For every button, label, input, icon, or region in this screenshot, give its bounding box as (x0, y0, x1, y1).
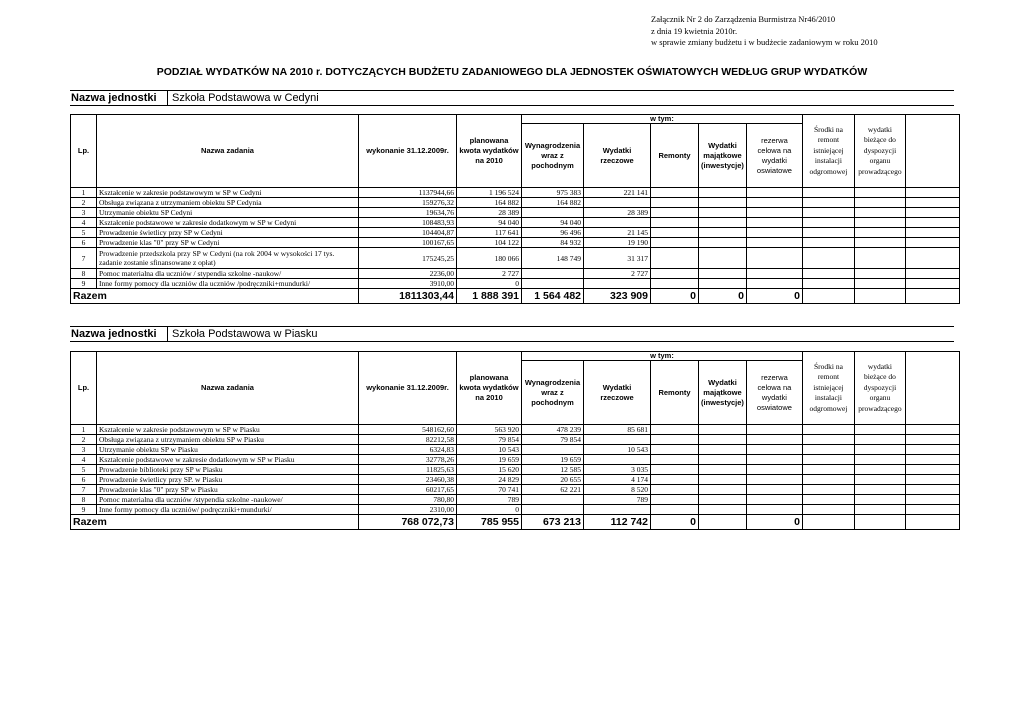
table-row (71, 485, 960, 495)
row-cell-rz: 789 (584, 495, 651, 505)
row-cell-plan: 180 066 (457, 248, 522, 269)
row-cell-wyn: 148 749 (522, 248, 584, 269)
total-label: Razem (71, 515, 359, 530)
row-cell-rez (746, 435, 802, 445)
row-cell-rz (584, 505, 651, 515)
row-task-name: Prowadzenie świetlicy przy SP. w Piasku (97, 475, 359, 485)
row-cell-rz: 31 317 (584, 248, 651, 269)
row-lp: 5 (71, 228, 97, 238)
row-task-name: Kształcenie podstawowe w zakresie dodatkowym w SP w Piasku (97, 455, 359, 465)
row-cell-rem (651, 495, 699, 505)
row-cell-bz (854, 208, 905, 218)
row-cell-bz (854, 218, 905, 228)
col-header-empty (905, 115, 959, 188)
row-cell-wyk: 548162,60 (359, 425, 457, 435)
col-header-rzeczowe: Wydatki rzeczowe (584, 361, 651, 425)
row-task-name: Kształcenie podstawowe w zakresie dodatkowym w SP w Cedyni (97, 218, 359, 228)
row-cell-rez (746, 208, 802, 218)
col-header-rezerwa: rezerwa celowa na wydatki oswiatowe (746, 124, 802, 188)
table-row (71, 248, 960, 269)
row-cell-empty (905, 279, 959, 289)
row-cell-wyn: 164 882 (522, 198, 584, 208)
row-task-name: Pomoc materialna dla uczniów /stypendia szkolne -naukowe/ (97, 495, 359, 505)
row-task-name: Prowadzenie przedszkola przy SP w Cedyni (na rok 2004 w wysokości 17 tys. zadanie zostanie sfinansowane z opłat) (97, 248, 359, 269)
row-cell-rez (746, 248, 802, 269)
row-cell-wyn: 96 496 (522, 228, 584, 238)
row-cell-rez (746, 425, 802, 435)
header-line: z dnia 19 kwietnia 2010r. (651, 25, 738, 36)
row-task-name: Obsługa związana z utrzymaniem obiektu SP w Piasku (97, 435, 359, 445)
col-header-srodki: Środki na remont istniejącej instalacji odgromowej (802, 115, 854, 188)
row-cell-rez (746, 475, 802, 485)
row-cell-bz (854, 238, 905, 248)
row-lp: 9 (71, 505, 97, 515)
total-cell-plan: 1 888 391 (457, 289, 522, 304)
row-cell-maj (699, 198, 747, 208)
col-header-w-tym: w tym: (522, 352, 803, 361)
total-cell-bz (854, 515, 905, 530)
row-cell-maj (699, 445, 747, 455)
col-header-empty (905, 352, 959, 425)
row-cell-wyn: 62 221 (522, 485, 584, 495)
row-cell-rz: 28 389 (584, 208, 651, 218)
row-cell-rz: 85 681 (584, 425, 651, 435)
row-cell-plan: 0 (457, 279, 522, 289)
row-cell-wyn: 79 854 (522, 435, 584, 445)
row-lp: 3 (71, 208, 97, 218)
row-cell-plan: 563 920 (457, 425, 522, 435)
row-cell-sr (802, 269, 854, 279)
total-cell-bz (854, 289, 905, 304)
row-lp: 8 (71, 269, 97, 279)
row-cell-rem (651, 248, 699, 269)
table-row (71, 269, 960, 279)
document-title: PODZIAŁ WYDATKÓW NA 2010 r. DOTYCZĄCYCH BUDŻETU ZADANIOWEGO DLA JEDNOSTEK OŚWIATOWYCH WEDŁUG GRUP WYDATKÓW (156, 66, 868, 78)
row-cell-empty (905, 218, 959, 228)
col-header-name: Nazwa zadania (97, 115, 359, 188)
row-cell-wyk: 23460,38 (359, 475, 457, 485)
row-cell-plan: 2 727 (457, 269, 522, 279)
row-cell-sr (802, 495, 854, 505)
row-cell-wyn (522, 495, 584, 505)
row-cell-rem (651, 455, 699, 465)
row-cell-maj (699, 475, 747, 485)
col-header-biezace: wydatki bieżące do dyspozycji organu prowadzącego (854, 115, 905, 188)
row-cell-maj (699, 455, 747, 465)
row-task-name: Prowadzenie biblioteki przy SP w Piasku (97, 465, 359, 475)
row-lp: 3 (71, 445, 97, 455)
col-header-w-tym: w tym: (522, 115, 803, 124)
row-cell-empty (905, 208, 959, 218)
row-cell-wyk: 100167,65 (359, 238, 457, 248)
table-row (71, 279, 960, 289)
row-cell-wyk: 104404,87 (359, 228, 457, 238)
row-cell-rz (584, 218, 651, 228)
row-cell-rez (746, 495, 802, 505)
col-header-name: Nazwa zadania (97, 352, 359, 425)
row-cell-rz (584, 198, 651, 208)
row-cell-plan: 94 040 (457, 218, 522, 228)
row-cell-rem (651, 218, 699, 228)
row-cell-empty (905, 505, 959, 515)
row-cell-sr (802, 279, 854, 289)
row-lp: 1 (71, 188, 97, 198)
row-lp: 8 (71, 495, 97, 505)
row-cell-wyk: 159276,32 (359, 198, 457, 208)
row-cell-maj (699, 218, 747, 228)
row-cell-bz (854, 188, 905, 198)
row-cell-wyn: 478 239 (522, 425, 584, 435)
row-cell-wyk: 2310,00 (359, 505, 457, 515)
row-cell-plan: 1 196 524 (457, 188, 522, 198)
row-cell-rz: 8 520 (584, 485, 651, 495)
col-header-majatkowe: Wydatki majątkowe (inwestycje) (699, 124, 747, 188)
row-lp: 5 (71, 465, 97, 475)
row-cell-wyk: 175245,25 (359, 248, 457, 269)
table-row (71, 238, 960, 248)
row-cell-rem (651, 228, 699, 238)
row-cell-maj (699, 425, 747, 435)
total-cell-maj (699, 515, 747, 530)
budget-table (70, 114, 960, 304)
header-line: Załącznik Nr 2 do Zarządzenia Burmistrza Nr46/2010 (651, 14, 836, 24)
total-cell-empty (905, 515, 959, 530)
row-lp: 4 (71, 455, 97, 465)
table-row (71, 495, 960, 505)
row-cell-empty (905, 188, 959, 198)
total-label: Razem (71, 289, 359, 304)
col-header-srodki: Środki na remont istniejącej instalacji odgromowej (802, 352, 854, 425)
table-row (71, 228, 960, 238)
row-cell-rem (651, 465, 699, 475)
col-header-lp: Lp. (71, 352, 97, 425)
row-cell-rz (584, 435, 651, 445)
total-cell-rem: 0 (651, 515, 699, 530)
total-row (71, 289, 960, 304)
table-row (71, 435, 960, 445)
row-cell-maj (699, 238, 747, 248)
total-cell-empty (905, 289, 959, 304)
row-cell-maj (699, 505, 747, 515)
row-cell-rem (651, 445, 699, 455)
row-cell-rz (584, 455, 651, 465)
unit-name: Szkoła Podstawowa w Cedyni (172, 92, 319, 104)
row-cell-maj (699, 279, 747, 289)
row-cell-sr (802, 188, 854, 198)
row-cell-plan: 117 641 (457, 228, 522, 238)
row-cell-rem (651, 505, 699, 515)
row-cell-sr (802, 455, 854, 465)
row-lp: 6 (71, 475, 97, 485)
row-cell-rez (746, 445, 802, 455)
row-cell-sr (802, 218, 854, 228)
row-cell-rez (746, 505, 802, 515)
row-cell-sr (802, 435, 854, 445)
total-row (71, 515, 960, 530)
row-cell-wyn (522, 505, 584, 515)
table-row (71, 475, 960, 485)
row-cell-plan: 104 122 (457, 238, 522, 248)
col-header-majatkowe: Wydatki majątkowe (inwestycje) (699, 361, 747, 425)
row-lp: 4 (71, 218, 97, 228)
row-cell-empty (905, 485, 959, 495)
row-task-name: Pomoc materialna dla uczniów / stypendia szkolne -naukow/ (97, 269, 359, 279)
row-cell-sr (802, 465, 854, 475)
row-cell-plan: 19 659 (457, 455, 522, 465)
row-cell-sr (802, 425, 854, 435)
row-cell-rez (746, 279, 802, 289)
unit-name-row (70, 90, 954, 106)
row-cell-empty (905, 248, 959, 269)
row-cell-empty (905, 455, 959, 465)
row-cell-sr (802, 228, 854, 238)
row-cell-bz (854, 198, 905, 208)
row-cell-bz (854, 505, 905, 515)
col-header-wykonanie: wykonanie 31.12.2009r. (359, 115, 457, 188)
total-cell-wyn: 673 213 (522, 515, 584, 530)
row-cell-rem (651, 425, 699, 435)
row-cell-wyk: 780,80 (359, 495, 457, 505)
budget-table (70, 351, 960, 530)
row-cell-rez (746, 188, 802, 198)
table-row (71, 425, 960, 435)
row-cell-plan: 15 620 (457, 465, 522, 475)
row-cell-rez (746, 485, 802, 495)
col-header-remonty: Remonty (651, 361, 699, 425)
row-cell-wyk: 82212,58 (359, 435, 457, 445)
row-cell-rez (746, 238, 802, 248)
total-cell-wyn: 1 564 482 (522, 289, 584, 304)
row-cell-empty (905, 475, 959, 485)
row-cell-empty (905, 465, 959, 475)
row-task-name: Inne formy pomocy dla uczniów/ podręczniki+mundurki/ (97, 505, 359, 515)
total-cell-rez: 0 (746, 289, 802, 304)
row-task-name: Prowadzenie klas "0" przy SP w Piasku (97, 485, 359, 495)
row-cell-wyk: 1137944,66 (359, 188, 457, 198)
row-cell-maj (699, 228, 747, 238)
table-row (71, 188, 960, 198)
row-cell-maj (699, 208, 747, 218)
total-cell-sr (802, 515, 854, 530)
row-cell-bz (854, 228, 905, 238)
row-cell-wyn (522, 208, 584, 218)
row-cell-wyk: 19634,76 (359, 208, 457, 218)
document-header (651, 14, 878, 49)
row-cell-wyk: 60217,65 (359, 485, 457, 495)
row-cell-empty (905, 228, 959, 238)
row-cell-plan: 789 (457, 495, 522, 505)
total-cell-sr (802, 289, 854, 304)
total-cell-plan: 785 955 (457, 515, 522, 530)
row-cell-rez (746, 198, 802, 208)
row-cell-bz (854, 269, 905, 279)
col-header-planowana: planowana kwota wydatków na 2010 (457, 352, 522, 425)
row-lp: 6 (71, 238, 97, 248)
row-cell-bz (854, 455, 905, 465)
row-lp: 2 (71, 435, 97, 445)
row-cell-rz: 10 543 (584, 445, 651, 455)
row-cell-empty (905, 198, 959, 208)
row-cell-rem (651, 198, 699, 208)
row-cell-plan: 10 543 (457, 445, 522, 455)
col-header-rzeczowe: Wydatki rzeczowe (584, 124, 651, 188)
row-cell-maj (699, 269, 747, 279)
unit-name: Szkoła Podstawowa w Piasku (172, 328, 318, 340)
row-lp: 7 (71, 485, 97, 495)
row-cell-rem (651, 475, 699, 485)
row-task-name: Obsługa związana z utrzymaniem obiektu SP Cedynia (97, 198, 359, 208)
total-cell-rz: 323 909 (584, 289, 651, 304)
row-cell-bz (854, 445, 905, 455)
table-row (71, 218, 960, 228)
row-cell-sr (802, 248, 854, 269)
row-cell-rez (746, 218, 802, 228)
row-cell-wyk: 32778,26 (359, 455, 457, 465)
row-cell-maj (699, 435, 747, 445)
row-cell-empty (905, 238, 959, 248)
table-row (71, 505, 960, 515)
row-cell-rz: 19 190 (584, 238, 651, 248)
row-lp: 7 (71, 248, 97, 269)
row-cell-sr (802, 208, 854, 218)
row-cell-sr (802, 445, 854, 455)
row-cell-rez (746, 269, 802, 279)
row-cell-empty (905, 425, 959, 435)
row-cell-wyn (522, 445, 584, 455)
row-cell-wyn: 19 659 (522, 455, 584, 465)
row-cell-rz: 3 035 (584, 465, 651, 475)
row-cell-bz (854, 425, 905, 435)
row-cell-rez (746, 465, 802, 475)
row-cell-bz (854, 475, 905, 485)
row-cell-empty (905, 445, 959, 455)
row-cell-bz (854, 465, 905, 475)
row-cell-maj (699, 465, 747, 475)
row-cell-maj (699, 188, 747, 198)
table-row (71, 445, 960, 455)
row-cell-wyn (522, 269, 584, 279)
unit-label: Nazwa jednostki (70, 327, 168, 341)
table-header-row (71, 115, 960, 124)
row-cell-plan: 28 389 (457, 208, 522, 218)
row-lp: 1 (71, 425, 97, 435)
row-task-name: Prowadzenie świetlicy przy SP w Cedyni (97, 228, 359, 238)
row-cell-wyn (522, 279, 584, 289)
table-row (71, 198, 960, 208)
col-header-lp: Lp. (71, 115, 97, 188)
row-cell-wyn: 84 932 (522, 238, 584, 248)
col-header-rezerwa: rezerwa celowa na wydatki oswiatowe (746, 361, 802, 425)
row-cell-wyk: 2236,00 (359, 269, 457, 279)
row-cell-plan: 70 741 (457, 485, 522, 495)
row-cell-sr (802, 505, 854, 515)
table-row (71, 208, 960, 218)
table-row (71, 455, 960, 465)
row-cell-plan: 164 882 (457, 198, 522, 208)
row-task-name: Kształcenie w zakresie podstawowym w SP w Piasku (97, 425, 359, 435)
row-cell-plan: 79 854 (457, 435, 522, 445)
row-cell-maj (699, 248, 747, 269)
row-cell-wyn: 20 655 (522, 475, 584, 485)
row-cell-maj (699, 495, 747, 505)
row-cell-wyk: 108483,93 (359, 218, 457, 228)
row-task-name: Utrzymanie obiektu SP Cedyni (97, 208, 359, 218)
row-cell-rz: 4 174 (584, 475, 651, 485)
row-cell-wyk: 11825,63 (359, 465, 457, 475)
col-header-wynagrodzenia: Wynagrodzenia wraz z pochodnym (522, 361, 584, 425)
row-cell-rz: 221 141 (584, 188, 651, 198)
total-cell-wyk: 768 072,73 (359, 515, 457, 530)
total-cell-maj: 0 (699, 289, 747, 304)
row-cell-wyk: 6324,83 (359, 445, 457, 455)
row-cell-rz (584, 279, 651, 289)
row-cell-wyk: 3910,00 (359, 279, 457, 289)
unit-name-row (70, 326, 954, 342)
row-cell-rem (651, 279, 699, 289)
row-cell-bz (854, 435, 905, 445)
row-cell-rem (651, 269, 699, 279)
row-cell-empty (905, 269, 959, 279)
table-row (71, 465, 960, 475)
row-cell-bz (854, 279, 905, 289)
total-cell-rem: 0 (651, 289, 699, 304)
row-cell-rem (651, 208, 699, 218)
row-cell-rz: 2 727 (584, 269, 651, 279)
row-cell-rez (746, 228, 802, 238)
row-task-name: Prowadzenie klas "0" przy SP w Cedyni (97, 238, 359, 248)
row-cell-plan: 0 (457, 505, 522, 515)
total-cell-wyk: 1811303,44 (359, 289, 457, 304)
row-cell-bz (854, 485, 905, 495)
row-cell-wyn: 12 585 (522, 465, 584, 475)
row-cell-empty (905, 495, 959, 505)
row-lp: 9 (71, 279, 97, 289)
row-cell-bz (854, 495, 905, 505)
col-header-planowana: planowana kwota wydatków na 2010 (457, 115, 522, 188)
row-cell-maj (699, 485, 747, 495)
row-task-name: Utrzymanie obiektu SP w Piasku (97, 445, 359, 455)
row-cell-wyn: 94 040 (522, 218, 584, 228)
row-cell-bz (854, 248, 905, 269)
row-task-name: Kształcenie w zakresie podstawowym w SP w Cedyni (97, 188, 359, 198)
col-header-wykonanie: wykonanie 31.12.2009r. (359, 352, 457, 425)
row-cell-plan: 24 829 (457, 475, 522, 485)
row-cell-wyn: 975 383 (522, 188, 584, 198)
row-lp: 2 (71, 198, 97, 208)
row-cell-sr (802, 475, 854, 485)
total-cell-rz: 112 742 (584, 515, 651, 530)
table-header-row (71, 352, 960, 361)
row-cell-rem (651, 435, 699, 445)
row-cell-empty (905, 435, 959, 445)
total-cell-rez: 0 (746, 515, 802, 530)
row-task-name: Inne formy pomocy dla uczniów dla uczniów /podręczniki+mundurki/ (97, 279, 359, 289)
row-cell-sr (802, 485, 854, 495)
col-header-remonty: Remonty (651, 124, 699, 188)
unit-label: Nazwa jednostki (70, 91, 168, 105)
row-cell-rz: 21 145 (584, 228, 651, 238)
row-cell-rem (651, 238, 699, 248)
row-cell-sr (802, 238, 854, 248)
col-header-biezace: wydatki bieżące do dyspozycji organu prowadzącego (854, 352, 905, 425)
row-cell-rez (746, 455, 802, 465)
col-header-wynagrodzenia: Wynagrodzenia wraz z pochodnym (522, 124, 584, 188)
row-cell-rem (651, 188, 699, 198)
header-line: w sprawie zmiany budżetu i w budżecie zadaniowym w roku 2010 (651, 37, 878, 47)
row-cell-sr (802, 198, 854, 208)
row-cell-rem (651, 485, 699, 495)
